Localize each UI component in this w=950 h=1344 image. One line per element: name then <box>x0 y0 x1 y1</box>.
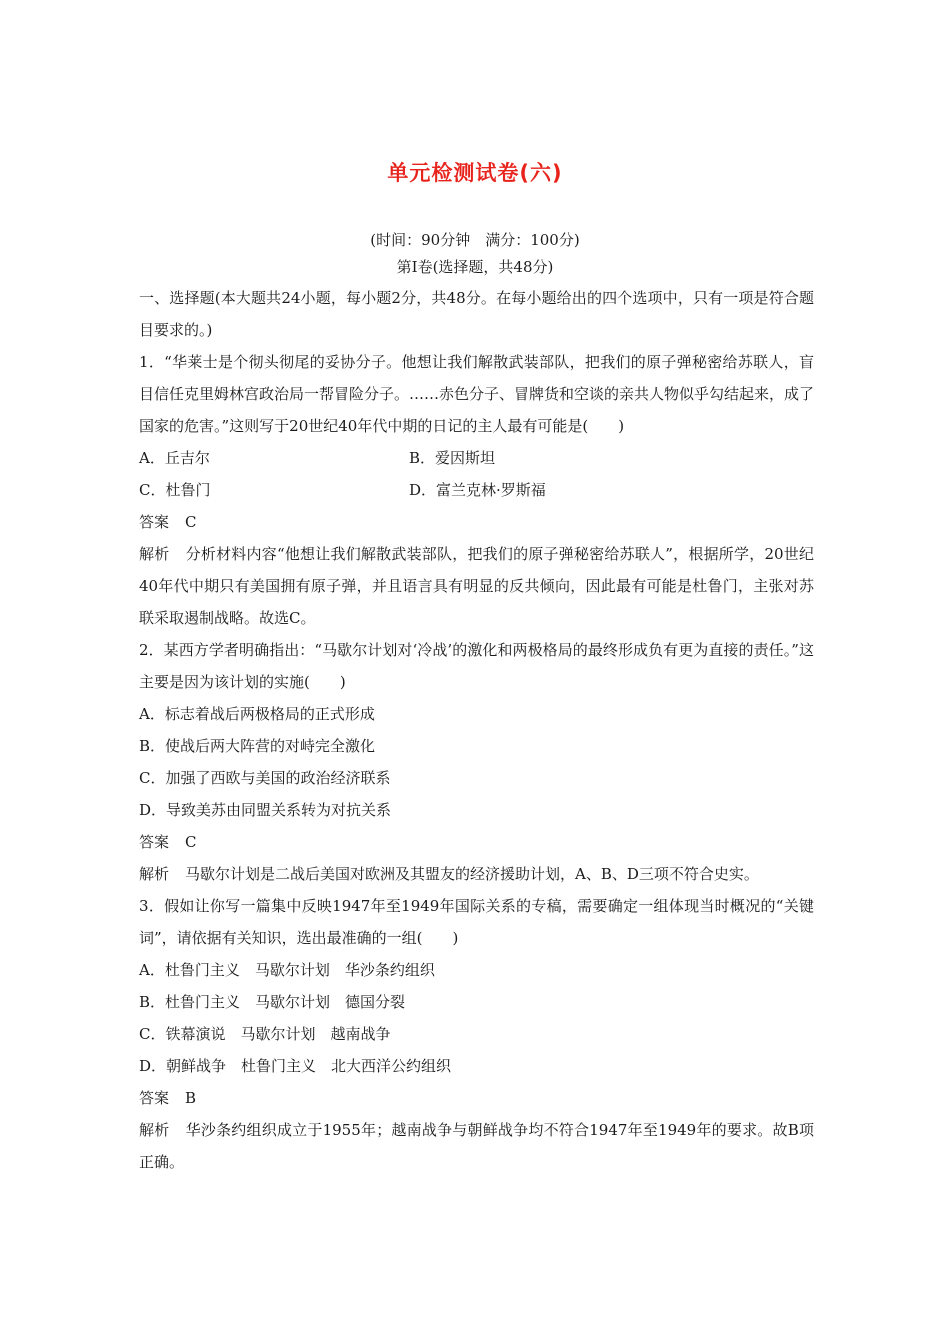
option-row <box>139 474 814 506</box>
option-b: B．杜鲁门主义 马歇尔计划 德国分裂 <box>139 993 406 1011</box>
analysis-label: 解析 <box>139 865 170 883</box>
answer-label: 答案 <box>139 513 170 531</box>
question-stem: 3．假如让你写一篇集中反映1947年至1949年国际关系的专稿，需要确定一组体现当时概况的“关键词”，请依据有关知识，选出最准确的一组( ) <box>139 897 814 947</box>
answer-label: 答案 <box>139 1089 170 1107</box>
analysis-line <box>139 858 814 890</box>
answer-line <box>139 826 814 858</box>
instructions: 一、选择题(本大题共24小题，每小题2分，共48分。在每小题给出的四个选项中，只有一项是符合题目要求的。) <box>139 289 814 339</box>
option-b: B．使战后两大阵营的对峙完全激化 <box>139 737 376 755</box>
time-score-line: (时间：90分钟 满分：100分) <box>370 231 580 249</box>
option-d: D．朝鲜战争 杜鲁门主义 北大西洋公约组织 <box>139 1057 452 1075</box>
question-1 <box>139 346 814 634</box>
analysis-text: 马歇尔计划是二战后美国对欧洲及其盟友的经济援助计划，A、B、D三项不符合史实。 <box>185 865 759 883</box>
option-row <box>139 442 814 474</box>
question-stem: 2．某西方学者明确指出：“马歇尔计划对‘冷战’的激化和两极格局的最终形成负有更为直接的责任。”这主要是因为该计划的实施( ) <box>139 641 814 691</box>
analysis-text: 分析材料内容“他想让我们解散武装部队，把我们的原子弹秘密给苏联人”，根据所学，20世纪40年代中期只有美国拥有原子弹，并且语言具有明显的反共倾向，因此最有可能是杜鲁门，主张对苏联采取遏制战略。故选C。 <box>139 545 814 627</box>
answer-line <box>139 506 814 538</box>
analysis-line <box>139 538 814 634</box>
answer-value: B <box>185 1089 197 1107</box>
question-3 <box>139 890 814 1178</box>
option-d: D．导致美苏由同盟关系转为对抗关系 <box>139 801 392 819</box>
answer-value: C <box>185 833 197 851</box>
option-a: A．杜鲁门主义 马歇尔计划 华沙条约组织 <box>139 961 435 979</box>
analysis-text: 华沙条约组织成立于1955年；越南战争与朝鲜战争均不符合1947年至1949年的要求。故B项正确。 <box>139 1121 814 1171</box>
exam-content <box>139 282 814 1178</box>
analysis-label: 解析 <box>139 545 170 563</box>
page-title: 单元检测试卷(六) <box>387 161 563 185</box>
option-a: A．标志着战后两极格局的正式形成 <box>139 705 375 723</box>
option-a: A．丘吉尔 <box>139 449 210 467</box>
option-d: D．富兰克林·罗斯福 <box>409 481 546 499</box>
option-c: C．铁幕演说 马歇尔计划 越南战争 <box>139 1025 391 1043</box>
analysis-line <box>139 1114 814 1178</box>
section-title: 第Ⅰ卷(选择题，共48分) <box>396 258 554 276</box>
answer-value: C <box>185 513 197 531</box>
answer-line <box>139 1082 814 1114</box>
option-c: C．加强了西欧与美国的政治经济联系 <box>139 769 391 787</box>
question-stem: 1．“华莱士是个彻头彻尾的妥协分子。他想让我们解散武装部队，把我们的原子弹秘密给苏联人，盲目信任克里姆林宫政治局一帮冒险分子。……赤色分子、冒牌货和空谈的亲共人物似乎勾结起来，成了国家的危害。”这则写于20世纪40年代中期的日记的主人最有可能是( ) <box>139 353 815 435</box>
analysis-label: 解析 <box>139 1121 170 1139</box>
question-2 <box>139 634 814 890</box>
option-b: B．爱因斯坦 <box>409 449 496 467</box>
option-c: C．杜鲁门 <box>139 481 211 499</box>
answer-label: 答案 <box>139 833 170 851</box>
